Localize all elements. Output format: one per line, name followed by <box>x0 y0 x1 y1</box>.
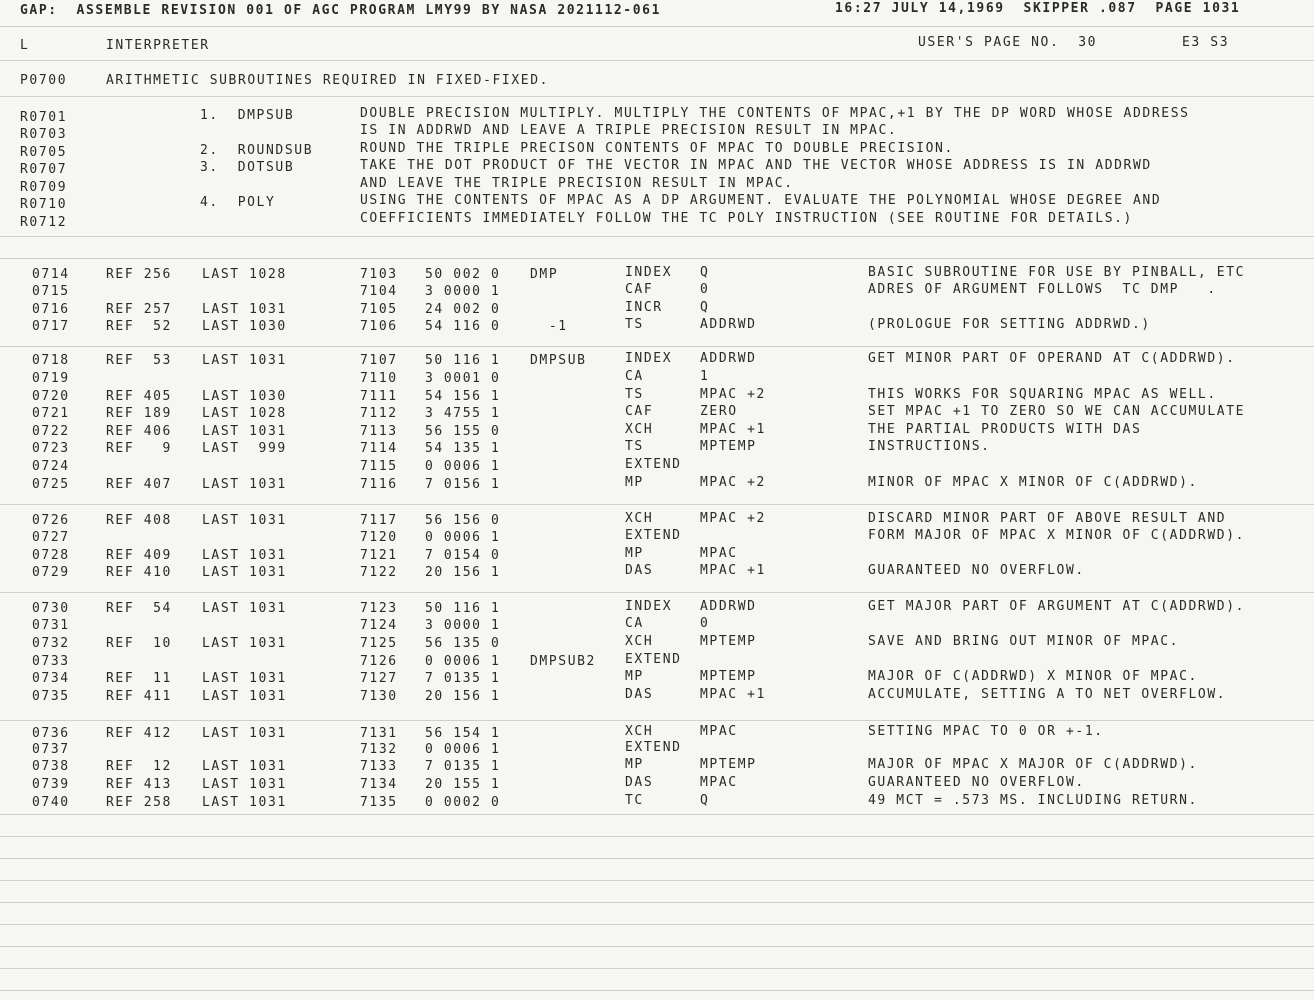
octal-word: 54 135 1 <box>425 441 501 456</box>
subroutine-label: 1. DMPSUB <box>200 108 295 123</box>
comment: ADRES OF ARGUMENT FOLLOWS TC DMP . <box>868 282 1217 297</box>
memory-address: 7112 <box>360 406 398 421</box>
users-page-number: USER'S PAGE NO. 30 <box>918 35 1098 50</box>
comment: 49 MCT = .573 MS. INCLUDING RETURN. <box>868 793 1198 808</box>
memory-address: 7103 <box>360 267 398 282</box>
reference-count: REF 12 <box>106 759 172 774</box>
operand: MPAC +1 <box>700 563 766 578</box>
memory-address: 7122 <box>360 565 398 580</box>
code-line-number: 0735 <box>32 689 70 704</box>
opcode: MP <box>625 546 644 561</box>
operand: MPAC +2 <box>700 511 766 526</box>
operand: Q <box>700 265 710 280</box>
ruled-line <box>0 902 1314 903</box>
octal-word: 7 0135 1 <box>425 671 501 686</box>
opcode: MP <box>625 757 644 772</box>
code-line-number: 0721 <box>32 406 70 421</box>
comment: GUARANTEED NO OVERFLOW. <box>868 563 1085 578</box>
memory-address: 7114 <box>360 441 398 456</box>
ruled-line <box>0 720 1314 721</box>
operand: 0 <box>700 282 710 297</box>
memory-address: 7135 <box>360 795 398 810</box>
last-reference: LAST 1031 <box>202 636 287 651</box>
operand: MPAC <box>700 775 738 790</box>
last-reference: LAST 1031 <box>202 777 287 792</box>
reference-count: REF 9 <box>106 441 172 456</box>
ruled-line <box>0 258 1314 259</box>
header-timestamp: 16:27 JULY 14,1969 SKIPPER .087 PAGE 1031 <box>835 1 1241 16</box>
ruled-line <box>0 60 1314 61</box>
memory-address: 7107 <box>360 353 398 368</box>
code-line-number: 0726 <box>32 513 70 528</box>
description-line-number: R0707 <box>20 162 68 177</box>
code-line-number: 0734 <box>32 671 70 686</box>
last-reference: LAST 1030 <box>202 389 287 404</box>
ruled-line <box>0 990 1314 991</box>
comment: THE PARTIAL PRODUCTS WITH DAS <box>868 422 1142 437</box>
octal-word: 20 156 1 <box>425 689 501 704</box>
operand: MPAC <box>700 724 738 739</box>
opcode: XCH <box>625 511 654 526</box>
code-line-number: 0733 <box>32 654 70 669</box>
ruled-line <box>0 924 1314 925</box>
last-reference: LAST 1031 <box>202 726 287 741</box>
memory-address: 7133 <box>360 759 398 774</box>
description-text: COEFFICIENTS IMMEDIATELY FOLLOW THE TC POLY INSTRUCTION (SEE ROUTINE FOR DETAILS.) <box>360 211 1133 226</box>
octal-word: 0 0006 1 <box>425 742 501 757</box>
code-line-number: 0738 <box>32 759 70 774</box>
last-reference: LAST 1031 <box>202 795 287 810</box>
description-line-number: R0703 <box>20 127 68 142</box>
reference-count: REF 405 <box>106 389 172 404</box>
code-line-number: 0719 <box>32 371 70 386</box>
memory-address: 7115 <box>360 459 398 474</box>
opcode: EXTEND <box>625 740 682 755</box>
description-line-number: R0709 <box>20 180 68 195</box>
operand: 0 <box>700 616 710 631</box>
comment: THIS WORKS FOR SQUARING MPAC AS WELL. <box>868 387 1217 402</box>
memory-address: 7111 <box>360 389 398 404</box>
reference-count: REF 53 <box>106 353 172 368</box>
opcode: INDEX <box>625 599 673 614</box>
memory-address: 7113 <box>360 424 398 439</box>
code-line-number: 0715 <box>32 284 70 299</box>
code-line-number: 0723 <box>32 441 70 456</box>
symbol-label: -1 <box>530 319 568 334</box>
code-line-number: 0737 <box>32 742 70 757</box>
memory-address: 7127 <box>360 671 398 686</box>
memory-address: 7110 <box>360 371 398 386</box>
memory-address: 7132 <box>360 742 398 757</box>
opcode: EXTEND <box>625 652 682 667</box>
octal-word: 7 0156 1 <box>425 477 501 492</box>
comment: ACCUMULATE, SETTING A TO NET OVERFLOW. <box>868 687 1227 702</box>
comment: MINOR OF MPAC X MINOR OF C(ADDRWD). <box>868 475 1198 490</box>
memory-code: E3 S3 <box>1182 35 1230 50</box>
octal-word: 0 0006 1 <box>425 654 501 669</box>
code-line-number: 0740 <box>32 795 70 810</box>
octal-word: 3 0000 1 <box>425 284 501 299</box>
comment: MAJOR OF MPAC X MAJOR OF C(ADDRWD). <box>868 757 1198 772</box>
operand: ADDRWD <box>700 599 757 614</box>
memory-address: 7104 <box>360 284 398 299</box>
description-text: TAKE THE DOT PRODUCT OF THE VECTOR IN MPAC AND THE VECTOR WHOSE ADDRESS IS IN ADDRWD <box>360 158 1152 173</box>
memory-address: 7120 <box>360 530 398 545</box>
operand: ZERO <box>700 404 738 419</box>
memory-address: 7126 <box>360 654 398 669</box>
code-line-number: 0730 <box>32 601 70 616</box>
octal-word: 56 156 0 <box>425 513 501 528</box>
ruled-line <box>0 96 1314 97</box>
opcode: XCH <box>625 634 654 649</box>
operand: 1 <box>700 369 710 384</box>
code-line-number: 0732 <box>32 636 70 651</box>
operand: MPTEMP <box>700 439 757 454</box>
comment: SETTING MPAC TO 0 OR +-1. <box>868 724 1104 739</box>
memory-address: 7105 <box>360 302 398 317</box>
last-reference: LAST 999 <box>202 441 287 456</box>
operand: MPTEMP <box>700 634 757 649</box>
subroutine-label: 3. DOTSUB <box>200 160 295 175</box>
code-line-number: 0724 <box>32 459 70 474</box>
reference-count: REF 412 <box>106 726 172 741</box>
comment: MAJOR OF C(ADDRWD) X MINOR OF MPAC. <box>868 669 1198 684</box>
code-line-number: 0714 <box>32 267 70 282</box>
opcode: DAS <box>625 687 654 702</box>
comment: DISCARD MINOR PART OF ABOVE RESULT AND <box>868 511 1227 526</box>
reference-count: REF 408 <box>106 513 172 528</box>
opcode: XCH <box>625 724 654 739</box>
reference-count: REF 406 <box>106 424 172 439</box>
subroutine-label: 2. ROUNDSUB <box>200 143 314 158</box>
subroutine-label: 4. POLY <box>200 195 276 210</box>
opcode: DAS <box>625 563 654 578</box>
description-text: DOUBLE PRECISION MULTIPLY. MULTIPLY THE CONTENTS OF MPAC,+1 BY THE DP WORD WHOSE ADDRESS <box>360 106 1190 121</box>
memory-address: 7121 <box>360 548 398 563</box>
reference-count: REF 52 <box>106 319 172 334</box>
memory-address: 7106 <box>360 319 398 334</box>
code-line-number: 0729 <box>32 565 70 580</box>
symbol-label: DMP <box>530 267 559 282</box>
octal-word: 50 116 1 <box>425 601 501 616</box>
description-line-number: R0701 <box>20 110 68 125</box>
reference-count: REF 54 <box>106 601 172 616</box>
operand: MPTEMP <box>700 757 757 772</box>
opcode: CA <box>625 616 644 631</box>
reference-count: REF 409 <box>106 548 172 563</box>
reference-count: REF 11 <box>106 671 172 686</box>
opcode: TC <box>625 793 644 808</box>
last-reference: LAST 1030 <box>202 319 287 334</box>
last-reference: LAST 1028 <box>202 406 287 421</box>
last-reference: LAST 1031 <box>202 424 287 439</box>
operand: MPAC +1 <box>700 422 766 437</box>
operand: Q <box>700 793 710 808</box>
memory-address: 7117 <box>360 513 398 528</box>
code-line-number: 0736 <box>32 726 70 741</box>
octal-word: 56 155 0 <box>425 424 501 439</box>
opcode: EXTEND <box>625 528 682 543</box>
last-reference: LAST 1031 <box>202 601 287 616</box>
code-line-number: 0731 <box>32 618 70 633</box>
code-line-number: 0739 <box>32 777 70 792</box>
opcode: CAF <box>625 282 654 297</box>
octal-word: 0 0006 1 <box>425 459 501 474</box>
description-line-number: R0710 <box>20 197 68 212</box>
ruled-line <box>0 880 1314 881</box>
section-name: INTERPRETER <box>106 38 210 53</box>
opcode: EXTEND <box>625 457 682 472</box>
octal-word: 50 116 1 <box>425 353 501 368</box>
opcode: MP <box>625 475 644 490</box>
ruled-line <box>0 814 1314 815</box>
ruled-line <box>0 592 1314 593</box>
description-text: AND LEAVE THE TRIPLE PRECISION RESULT IN MPAC. <box>360 176 794 191</box>
reference-count: REF 407 <box>106 477 172 492</box>
description-text: ROUND THE TRIPLE PRECISON CONTENTS OF MPAC TO DOUBLE PRECISION. <box>360 141 954 156</box>
code-line-number: 0722 <box>32 424 70 439</box>
operand: MPTEMP <box>700 669 757 684</box>
ruled-line <box>0 346 1314 347</box>
symbol-label: DMPSUB <box>530 353 587 368</box>
reference-count: REF 410 <box>106 565 172 580</box>
reference-count: REF 10 <box>106 636 172 651</box>
comment: SET MPAC +1 TO ZERO SO WE CAN ACCUMULATE <box>868 404 1246 419</box>
opcode: CA <box>625 369 644 384</box>
memory-address: 7130 <box>360 689 398 704</box>
symbol-label: DMPSUB2 <box>530 654 596 669</box>
last-reference: LAST 1031 <box>202 353 287 368</box>
opcode: XCH <box>625 422 654 437</box>
listing-type: L <box>20 38 30 53</box>
octal-word: 0 0002 0 <box>425 795 501 810</box>
operand: ADDRWD <box>700 351 757 366</box>
code-line-number: 0727 <box>32 530 70 545</box>
comment: GET MAJOR PART OF ARGUMENT AT C(ADDRWD). <box>868 599 1246 614</box>
octal-word: 3 4755 1 <box>425 406 501 421</box>
octal-word: 54 156 1 <box>425 389 501 404</box>
reference-count: REF 411 <box>106 689 172 704</box>
intro-line-number: P0700 <box>20 73 68 88</box>
operand: MPAC +2 <box>700 475 766 490</box>
comment: INSTRUCTIONS. <box>868 439 991 454</box>
code-line-number: 0717 <box>32 319 70 334</box>
ruled-line <box>0 26 1314 27</box>
last-reference: LAST 1031 <box>202 689 287 704</box>
last-reference: LAST 1031 <box>202 513 287 528</box>
operand: Q <box>700 300 710 315</box>
comment: (PROLOGUE FOR SETTING ADDRWD.) <box>868 317 1151 332</box>
description-text: IS IN ADDRWD AND LEAVE A TRIPLE PRECISION RESULT IN MPAC. <box>360 123 898 138</box>
opcode: INCR <box>625 300 663 315</box>
octal-word: 54 116 0 <box>425 319 501 334</box>
description-line-number: R0705 <box>20 145 68 160</box>
comment: GUARANTEED NO OVERFLOW. <box>868 775 1085 790</box>
operand: MPAC +2 <box>700 387 766 402</box>
memory-address: 7123 <box>360 601 398 616</box>
last-reference: LAST 1031 <box>202 671 287 686</box>
opcode: INDEX <box>625 351 673 366</box>
octal-word: 56 135 0 <box>425 636 501 651</box>
reference-count: REF 257 <box>106 302 172 317</box>
last-reference: LAST 1031 <box>202 565 287 580</box>
opcode: DAS <box>625 775 654 790</box>
memory-address: 7124 <box>360 618 398 633</box>
code-line-number: 0720 <box>32 389 70 404</box>
memory-address: 7131 <box>360 726 398 741</box>
code-line-number: 0728 <box>32 548 70 563</box>
octal-word: 7 0135 1 <box>425 759 501 774</box>
last-reference: LAST 1031 <box>202 477 287 492</box>
header-title: GAP: ASSEMBLE REVISION 001 OF AGC PROGRAM LMY99 BY NASA 2021112-061 <box>20 3 662 18</box>
code-line-number: 0718 <box>32 353 70 368</box>
opcode: MP <box>625 669 644 684</box>
ruled-line <box>0 946 1314 947</box>
last-reference: LAST 1031 <box>202 759 287 774</box>
octal-word: 3 0000 1 <box>425 618 501 633</box>
ruled-line <box>0 968 1314 969</box>
opcode: TS <box>625 387 644 402</box>
memory-address: 7125 <box>360 636 398 651</box>
memory-address: 7116 <box>360 477 398 492</box>
operand: MPAC +1 <box>700 687 766 702</box>
code-line-number: 0716 <box>32 302 70 317</box>
opcode: INDEX <box>625 265 673 280</box>
reference-count: REF 258 <box>106 795 172 810</box>
comment: SAVE AND BRING OUT MINOR OF MPAC. <box>868 634 1180 649</box>
comment: BASIC SUBROUTINE FOR USE BY PINBALL, ETC <box>868 265 1246 280</box>
octal-word: 20 155 1 <box>425 777 501 792</box>
last-reference: LAST 1028 <box>202 267 287 282</box>
ruled-line <box>0 858 1314 859</box>
octal-word: 3 0001 0 <box>425 371 501 386</box>
opcode: TS <box>625 317 644 332</box>
ruled-line <box>0 504 1314 505</box>
memory-address: 7134 <box>360 777 398 792</box>
ruled-line <box>0 836 1314 837</box>
last-reference: LAST 1031 <box>202 302 287 317</box>
reference-count: REF 413 <box>106 777 172 792</box>
description-text: USING THE CONTENTS OF MPAC AS A DP ARGUMENT. EVALUATE THE POLYNOMIAL WHOSE DEGREE AND <box>360 193 1162 208</box>
intro-text: ARITHMETIC SUBROUTINES REQUIRED IN FIXED-FIXED. <box>106 73 550 88</box>
reference-count: REF 189 <box>106 406 172 421</box>
operand: MPAC <box>700 546 738 561</box>
octal-word: 7 0154 0 <box>425 548 501 563</box>
octal-word: 20 156 1 <box>425 565 501 580</box>
reference-count: REF 256 <box>106 267 172 282</box>
last-reference: LAST 1031 <box>202 548 287 563</box>
octal-word: 24 002 0 <box>425 302 501 317</box>
octal-word: 0 0006 1 <box>425 530 501 545</box>
opcode: TS <box>625 439 644 454</box>
comment: GET MINOR PART OF OPERAND AT C(ADDRWD). <box>868 351 1236 366</box>
operand: ADDRWD <box>700 317 757 332</box>
opcode: CAF <box>625 404 654 419</box>
octal-word: 50 002 0 <box>425 267 501 282</box>
code-line-number: 0725 <box>32 477 70 492</box>
description-line-number: R0712 <box>20 215 68 230</box>
ruled-line <box>0 236 1314 237</box>
comment: FORM MAJOR OF MPAC X MINOR OF C(ADDRWD). <box>868 528 1246 543</box>
octal-word: 56 154 1 <box>425 726 501 741</box>
